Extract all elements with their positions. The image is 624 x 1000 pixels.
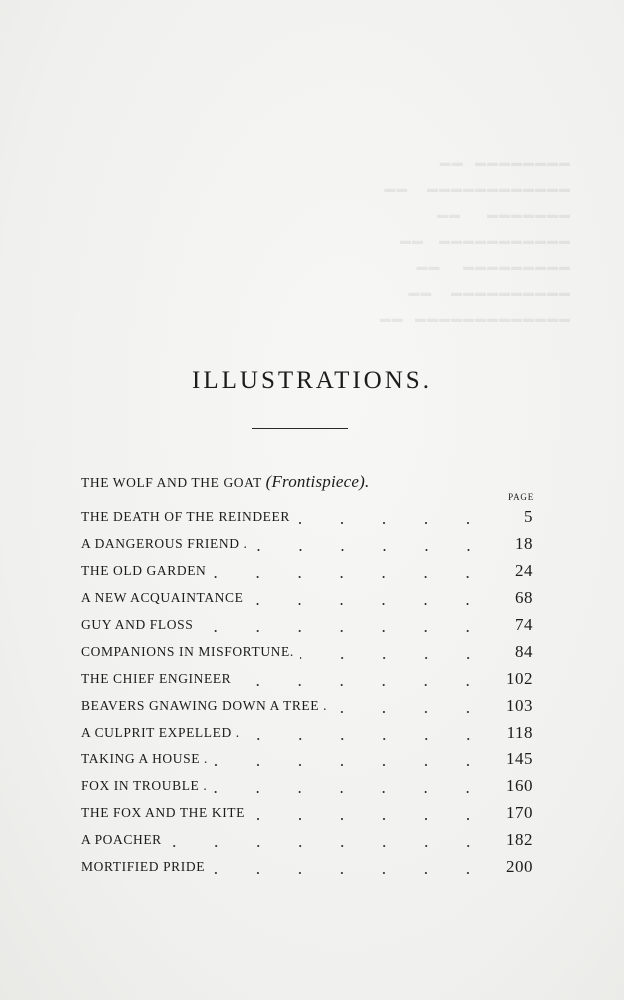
- dot-leader: [214, 752, 489, 766]
- entry-title: BEAVERS GNAWING DOWN A TREE .: [81, 697, 328, 713]
- entry-page: 200: [506, 857, 533, 877]
- frontispiece-note: (Frontispiece).: [265, 472, 370, 491]
- entry-title: THE OLD GARDEN: [81, 563, 207, 579]
- illustrations-list: [81, 504, 533, 880]
- list-item: [81, 773, 533, 800]
- list-item: [81, 692, 533, 719]
- entry-page: 145: [506, 749, 533, 769]
- entry-title: FOX IN TROUBLE .: [81, 778, 208, 794]
- list-item: [81, 638, 533, 665]
- entry-title: THE FOX AND THE KITE: [81, 805, 245, 821]
- entry-page: 182: [506, 830, 533, 850]
- entry-title: GUY AND FLOSS: [81, 617, 194, 632]
- entry-page: 74: [515, 615, 533, 634]
- list-item: [81, 827, 533, 854]
- list-item: [81, 612, 533, 639]
- page-heading: ILLUSTRATIONS.: [192, 366, 432, 394]
- entry-title: TAKING A HOUSE .: [81, 751, 209, 767]
- dot-leader: [211, 860, 489, 874]
- entry-page: 118: [506, 722, 533, 742]
- entry-title: A NEW ACQUAINTANCE: [81, 590, 244, 606]
- entry-title: A CULPRIT EXPELLED .: [81, 724, 240, 740]
- list-item: [81, 585, 533, 612]
- entry-title: THE DEATH OF THE REINDEER: [81, 509, 290, 525]
- dot-leader: [333, 699, 489, 713]
- entry-page: 24: [515, 561, 533, 581]
- entry-title: COMPANIONS IN MISFORTUNE.: [81, 643, 294, 659]
- frontispiece-title: THE WOLF AND THE GOAT: [81, 475, 262, 490]
- heading-rule: [252, 428, 348, 429]
- dot-leader: [249, 591, 489, 605]
- dot-leader: [212, 564, 489, 578]
- frontispiece-entry: [81, 472, 369, 492]
- entry-title: THE CHIEF ENGINEER: [81, 670, 232, 686]
- dot-leader: [237, 672, 489, 686]
- entry-title: MORTIFIED PRIDE: [81, 859, 206, 875]
- dot-leader: [300, 645, 489, 659]
- dot-leader: [168, 833, 489, 847]
- entry-page: 68: [515, 588, 533, 608]
- entry-page: 160: [506, 776, 533, 796]
- list-item: [81, 531, 533, 558]
- dot-leader: [199, 618, 489, 632]
- dot-leader: [254, 537, 489, 551]
- entry-page: 170: [506, 803, 533, 823]
- dot-leader: [251, 806, 489, 820]
- entry-page: 84: [515, 641, 533, 661]
- bleed-through-shadow: ▬▬▬▬▬▬▬▬ ▬▬ ▬▬▬▬▬▬▬▬▬▬▬▬ ▬▬ ▬▬▬▬▬▬▬ ▬▬ ▬▬▬▬▬▬▬▬▬▬▬ ▬▬ ▬▬▬▬▬▬▬▬▬ ▬▬ ▬▬▬▬▬▬▬▬▬▬ ▬▬ ▬▬▬▬▬▬▬▬▬▬▬▬▬ ▬▬: [378, 157, 570, 325]
- entry-page: 102: [506, 668, 533, 688]
- entry-page: 18: [515, 534, 533, 554]
- list-item: [81, 504, 533, 531]
- page-column-label: PAGE: [508, 492, 534, 502]
- list-item: [81, 746, 533, 773]
- list-item: [81, 719, 533, 746]
- dot-leader: [213, 779, 489, 793]
- entry-page: 103: [506, 695, 533, 715]
- entry-page: 5: [524, 507, 533, 527]
- list-item: [81, 800, 533, 827]
- list-item: [81, 665, 533, 692]
- list-item: [81, 854, 533, 881]
- dot-leader: [296, 510, 489, 524]
- entry-title: A DANGEROUS FRIEND .: [81, 536, 248, 552]
- list-item: [81, 558, 533, 585]
- dot-leader: [246, 726, 489, 740]
- entry-title: A POACHER: [81, 832, 162, 848]
